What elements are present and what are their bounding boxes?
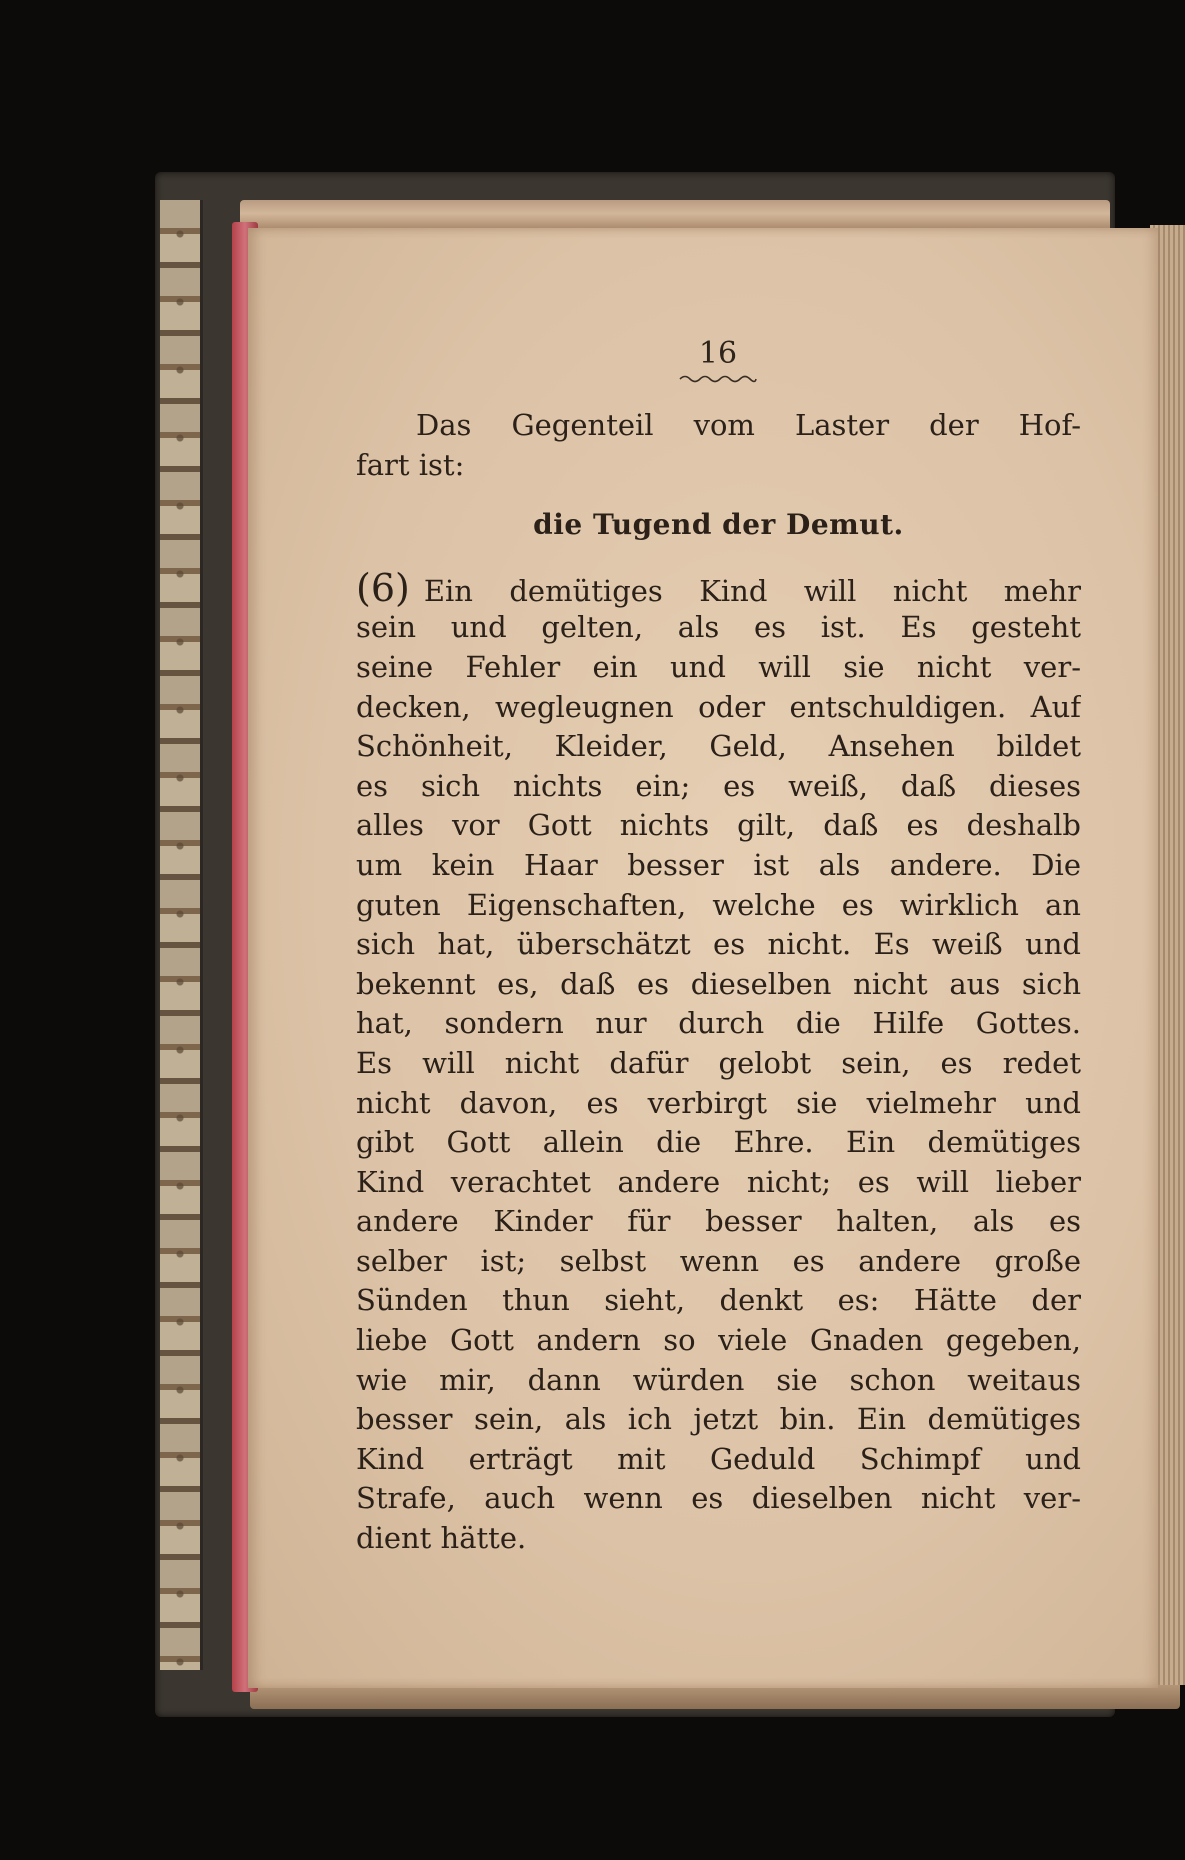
wavy-rule-ornament	[678, 374, 758, 384]
page-text	[356, 406, 1081, 1559]
section-heading: die Tugend der Demut.	[533, 508, 904, 542]
intro-line: Das Gegenteil vom Laster der Hof-	[416, 408, 1081, 442]
paragraph-line: selber ist; selbst wenn es andere große	[356, 1243, 1081, 1278]
paragraph-line: Kind erträgt mit Geduld Schimpf und	[356, 1441, 1081, 1476]
paragraph-line: decken, wegleugnen oder entschuldigen. Auf	[356, 689, 1081, 724]
paragraph-line: nicht davon, es verbirgt sie vielmehr und	[356, 1085, 1081, 1120]
paragraph-line: sein und gelten, als es ist. Es gesteht	[356, 610, 1081, 645]
paragraph-line: Kind verachtet andere nicht; es will lieber	[356, 1164, 1081, 1199]
paragraph-number: (6)	[356, 568, 410, 609]
paragraph-line: Schönheit, Kleider, Geld, Ansehen bildet	[356, 729, 1081, 764]
paragraph-line: dient hätte.	[356, 1521, 527, 1556]
paragraph-line: es sich nichts ein; es weiß, daß dieses	[356, 768, 1081, 803]
paragraph-line: Strafe, auch wenn es dieselben nicht ver-	[356, 1481, 1081, 1516]
paragraph-line: hat, sondern nur durch die Hilfe Gottes.	[356, 1006, 1081, 1041]
paragraph-line: besser sein, als ich jetzt bin. Ein demütiges	[356, 1402, 1081, 1437]
paragraph-first-line	[356, 569, 1081, 609]
paragraph-line: um kein Haar besser ist als andere. Die	[356, 847, 1081, 882]
paragraph-line: guten Eigenschaften, welche es wirklich an	[356, 887, 1081, 922]
spine-ornament	[165, 200, 195, 1670]
paragraph-line: liebe Gott andern so viele Gnaden gegeben,	[356, 1323, 1081, 1358]
paragraph-line: wie mir, dann würden sie schon weitaus	[356, 1362, 1081, 1397]
paragraph-line: alles vor Gott nichts gilt, daß es deshalb	[356, 808, 1081, 843]
bottom-page-edges	[250, 1685, 1180, 1709]
intro-line: fart ist:	[356, 447, 465, 482]
paragraph-line: Sünden thun sieht, denkt es: Hätte der	[356, 1283, 1081, 1318]
paragraph-line: sich hat, überschätzt es nicht. Es weiß und	[356, 927, 1081, 962]
paragraph-line: bekennt es, daß es dieselben nicht aus sich	[356, 966, 1081, 1001]
page-number: 16	[698, 336, 738, 371]
book-page	[248, 228, 1158, 1688]
top-page-edges	[240, 200, 1110, 230]
paragraph-line: Ein demütiges Kind will nicht mehr	[423, 573, 1081, 608]
paragraph-line: Es will nicht dafür gelobt sein, es redet	[356, 1045, 1081, 1080]
paragraph-line: gibt Gott allein die Ehre. Ein demütiges	[356, 1125, 1081, 1160]
paragraph-line: seine Fehler ein und will sie nicht ver-	[356, 649, 1081, 684]
paragraph-line: andere Kinder für besser halten, als es	[356, 1204, 1081, 1239]
